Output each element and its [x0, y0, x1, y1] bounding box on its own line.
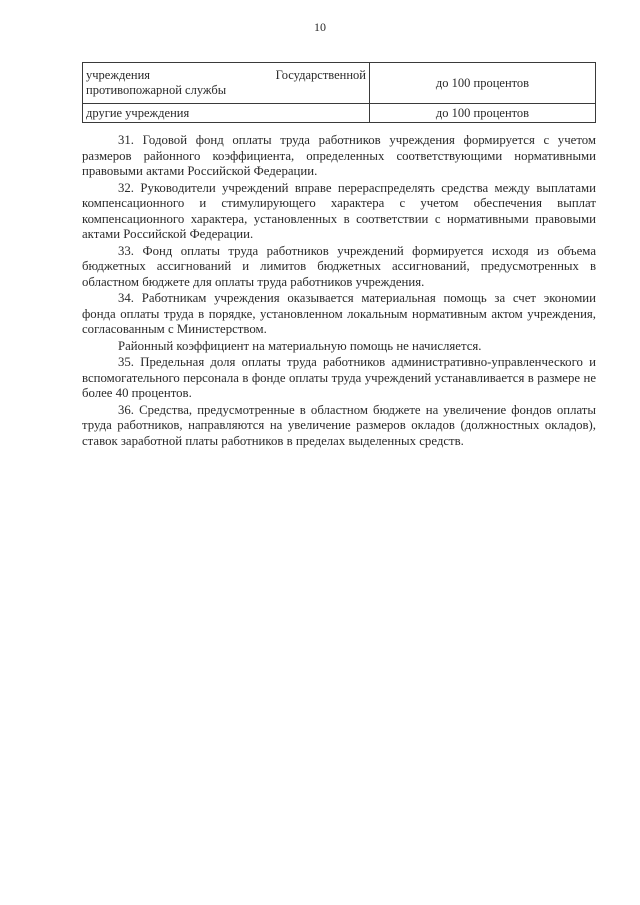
- page-number: 10: [314, 20, 326, 34]
- paragraph-34: 34. Работникам учреждения оказывается материальная помощь за счет экономии фонда оплаты труда в порядке, установленном локальным нормативным актом учреждения, согласованным с Министерством.: [82, 291, 596, 336]
- paragraph-35: 35. Предельная доля оплаты труда работников административно-управленческого и вспомогательного персонала в фонде оплаты труда учреждений устанавливается в размере не более 40 процентов.: [82, 355, 596, 400]
- paragraph-31: 31. Годовой фонд оплаты труда работников учреждения формируется с учетом размеров районного коэффициента, определенных соответствующими нормативными правовыми актами Российской Федерации.: [82, 133, 596, 178]
- institution-name-cell: [83, 63, 370, 104]
- institution-name-cell: другие учреждения: [83, 104, 370, 123]
- allowance-table: [82, 62, 596, 123]
- paragraph-32: 32. Руководители учреждений вправе перераспределять средства между выплатами компенсационного и стимулирующего характера с учетом обеспечения выплат компенсационного характера, установленных в соответствии с нормативными правовыми актами Российской Федерации.: [82, 180, 596, 241]
- allowance-value-cell: до 100 процентов: [370, 104, 596, 123]
- institution-name-line: учреждения Государственной: [86, 68, 366, 82]
- paragraph-33: 33. Фонд оплаты труда работников учреждений формируется исходя из объема бюджетных ассигнований и лимитов бюджетных ассигнований, предусмотренных в областном бюджете для оплаты труда работников учреждения.: [82, 243, 596, 289]
- table-row: [83, 63, 596, 104]
- institution-name-line: противопожарной службы: [86, 83, 227, 97]
- document-body: [82, 133, 596, 450]
- table-row: [83, 104, 596, 123]
- paragraph-36: 36. Средства, предусмотренные в областном бюджете на увеличение фондов оплаты труда работников, направляются на увеличение размеров окладов (должностных окладов), ставок заработной платы работников в пределах выделенных средств.: [82, 402, 596, 448]
- allowance-value-cell: до 100 процентов: [370, 63, 596, 104]
- paragraph-34-note: Районный коэффициент на материальную помощь не начисляется.: [118, 338, 482, 353]
